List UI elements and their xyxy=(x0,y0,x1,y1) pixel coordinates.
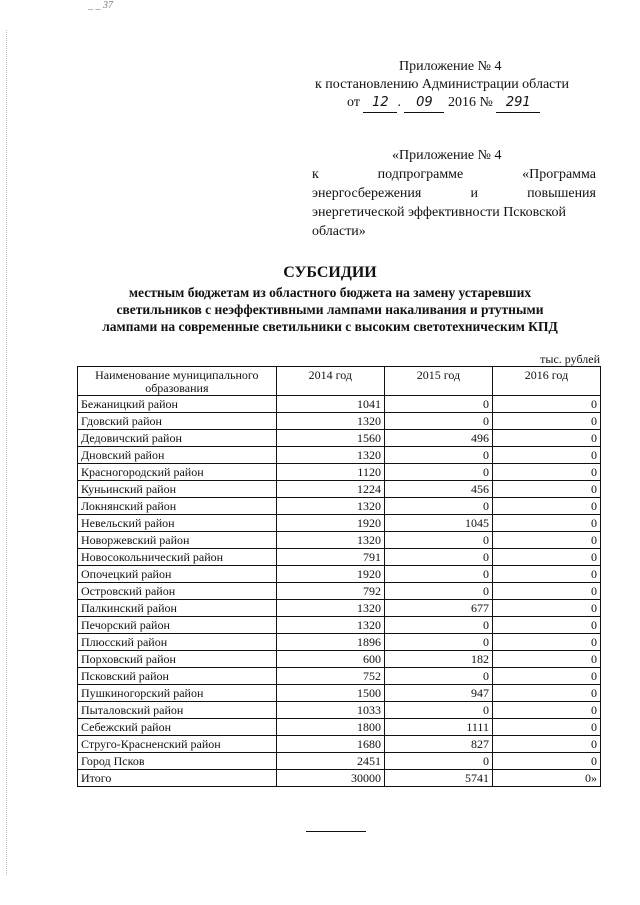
word: повышения xyxy=(527,186,596,201)
cell-name: Бежаницкий район xyxy=(78,396,277,413)
cell-value: 0 xyxy=(384,634,492,651)
cell-value: 791 xyxy=(276,549,384,566)
table-row xyxy=(78,600,601,617)
cell-value: 1500 xyxy=(276,685,384,702)
annex-program-line2 xyxy=(312,165,596,184)
table-row xyxy=(78,447,601,464)
scan-edge-artifact xyxy=(6,30,7,875)
table-row xyxy=(78,719,601,736)
cell-value: 0 xyxy=(492,600,600,617)
cell-value: 0 xyxy=(492,413,600,430)
table-row xyxy=(78,702,601,719)
date-day-handwritten: 12 xyxy=(363,94,397,113)
cell-name: Плюсский район xyxy=(78,634,277,651)
cell-value: 1320 xyxy=(276,617,384,634)
word: энергосбережения xyxy=(312,186,422,201)
cell-value: 1120 xyxy=(276,464,384,481)
cell-name: Локнянский район xyxy=(78,498,277,515)
cell-value: 0 xyxy=(492,753,600,770)
table-row xyxy=(78,464,601,481)
cell-name: Итого xyxy=(78,770,277,787)
cell-value: 0 xyxy=(492,396,600,413)
heading-line2: светильников с неэффективными лампами накаливания и ртутными xyxy=(116,302,544,317)
cell-name: Островский район xyxy=(78,583,277,600)
table-row xyxy=(78,753,601,770)
cell-value: 827 xyxy=(384,736,492,753)
cell-name: Пыталовский район xyxy=(78,702,277,719)
table-body xyxy=(78,396,601,787)
cell-value: 0 xyxy=(384,413,492,430)
table-row xyxy=(78,532,601,549)
cell-name: Струго-Красненский район xyxy=(78,736,277,753)
annex-header-title: Приложение № 4 xyxy=(399,59,502,74)
cell-value: 1320 xyxy=(276,600,384,617)
cell-name: Новосокольнический район xyxy=(78,549,277,566)
cell-value: 0 xyxy=(384,498,492,515)
cell-value: 0 xyxy=(384,532,492,549)
cell-value: 5741 xyxy=(384,770,492,787)
cell-value: 0 xyxy=(384,566,492,583)
cell-value: 0 xyxy=(384,464,492,481)
date-prefix: от xyxy=(347,95,360,110)
cell-value: 0 xyxy=(492,617,600,634)
cell-value: 182 xyxy=(384,651,492,668)
word: подпрограмме xyxy=(377,167,464,182)
subsidies-table xyxy=(77,366,601,787)
cell-value: 0 xyxy=(492,532,600,549)
table-header-row xyxy=(78,367,601,396)
header-2015: 2015 год xyxy=(384,367,492,396)
cell-name: Куньинский район xyxy=(78,481,277,498)
date-separator: . xyxy=(397,95,401,110)
cell-value: 0 xyxy=(384,447,492,464)
table-row xyxy=(78,515,601,532)
cell-value: 0 xyxy=(384,549,492,566)
date-year-text: 2016 № xyxy=(447,95,493,110)
table-row xyxy=(78,498,601,515)
cell-value: 1680 xyxy=(276,736,384,753)
cell-value: 1320 xyxy=(276,413,384,430)
table-row xyxy=(78,736,601,753)
table-row xyxy=(78,583,601,600)
cell-name: Новоржевский район xyxy=(78,532,277,549)
cell-value: 0 xyxy=(384,668,492,685)
cell-value: 0 xyxy=(492,549,600,566)
cell-value: 0 xyxy=(492,515,600,532)
heading-title: СУБСИДИИ xyxy=(283,264,377,281)
table-row xyxy=(78,651,601,668)
cell-value: 0 xyxy=(492,685,600,702)
cell-value: 0 xyxy=(492,668,600,685)
annex-header-line2: к постановлению Администрации области xyxy=(315,77,569,92)
table-row xyxy=(78,617,601,634)
annex-program-line3 xyxy=(312,184,596,203)
table-row xyxy=(78,685,601,702)
cell-value: 0 xyxy=(384,753,492,770)
cell-name: Опочецкий район xyxy=(78,566,277,583)
cell-value: 0 xyxy=(492,736,600,753)
table-row xyxy=(78,396,601,413)
cell-value: 0 xyxy=(384,702,492,719)
cell-name: Псковский район xyxy=(78,668,277,685)
annex-header xyxy=(315,58,595,113)
cell-value: 1800 xyxy=(276,719,384,736)
cell-value: 0 xyxy=(492,498,600,515)
cell-value: 1033 xyxy=(276,702,384,719)
cell-name: Красногородский район xyxy=(78,464,277,481)
cell-value: 0 xyxy=(492,719,600,736)
cell-value: 0 xyxy=(492,702,600,719)
annex-program xyxy=(312,146,596,241)
table-row xyxy=(78,481,601,498)
doc-number-handwritten: 291 xyxy=(496,94,540,113)
cell-value: 0 xyxy=(492,464,600,481)
cell-value: 792 xyxy=(276,583,384,600)
cell-value: 1560 xyxy=(276,430,384,447)
cell-value: 1224 xyxy=(276,481,384,498)
cell-value: 0» xyxy=(492,770,600,787)
date-month-handwritten: 09 xyxy=(404,94,444,113)
table-row xyxy=(78,549,601,566)
cell-value: 1111 xyxy=(384,719,492,736)
cell-value: 0 xyxy=(492,481,600,498)
scan-mark: _ _ 37 xyxy=(88,0,113,11)
cell-name: Дедовичский район xyxy=(78,430,277,447)
table-row xyxy=(78,413,601,430)
cell-value: 947 xyxy=(384,685,492,702)
cell-value: 0 xyxy=(492,583,600,600)
annex-program-line5: области» xyxy=(312,224,366,239)
cell-value: 0 xyxy=(492,566,600,583)
cell-name: Палкинский район xyxy=(78,600,277,617)
units-label: тыс. рублей xyxy=(540,352,600,366)
end-separator-line xyxy=(306,831,366,832)
cell-value: 1896 xyxy=(276,634,384,651)
cell-value: 1920 xyxy=(276,566,384,583)
cell-value: 0 xyxy=(492,634,600,651)
cell-value: 496 xyxy=(384,430,492,447)
cell-value: 1320 xyxy=(276,447,384,464)
cell-value: 600 xyxy=(276,651,384,668)
cell-value: 0 xyxy=(384,583,492,600)
cell-value: 2451 xyxy=(276,753,384,770)
cell-value: 752 xyxy=(276,668,384,685)
table-row xyxy=(78,668,601,685)
cell-value: 30000 xyxy=(276,770,384,787)
cell-value: 0 xyxy=(384,396,492,413)
word: и xyxy=(470,186,478,201)
heading-line1: местным бюджетам из областного бюджета на замену устаревших xyxy=(128,285,532,300)
cell-name: Себежский район xyxy=(78,719,277,736)
annex-header-date-line xyxy=(315,94,595,113)
cell-value: 0 xyxy=(492,430,600,447)
table-row xyxy=(78,770,601,787)
cell-name: Дновский район xyxy=(78,447,277,464)
annex-program-title: «Приложение № 4 xyxy=(392,148,502,163)
cell-name: Порховский район xyxy=(78,651,277,668)
word: «Программа xyxy=(522,167,596,182)
header-name: Наименование муниципального образования xyxy=(78,367,277,396)
document-heading xyxy=(60,262,600,335)
cell-value: 1320 xyxy=(276,498,384,515)
heading-line3: лампами на современные светильники с высоким светотехническим КПД xyxy=(102,319,558,334)
cell-value: 1320 xyxy=(276,532,384,549)
cell-value: 1041 xyxy=(276,396,384,413)
cell-value: 1920 xyxy=(276,515,384,532)
cell-value: 0 xyxy=(492,447,600,464)
table-row xyxy=(78,634,601,651)
cell-name: Невельский район xyxy=(78,515,277,532)
cell-name: Гдовский район xyxy=(78,413,277,430)
annex-program-line4: энергетической эффективности Псковской xyxy=(312,205,566,220)
cell-name: Город Псков xyxy=(78,753,277,770)
word: к xyxy=(312,167,319,182)
cell-value: 456 xyxy=(384,481,492,498)
cell-value: 0 xyxy=(384,617,492,634)
cell-name: Печорский район xyxy=(78,617,277,634)
cell-value: 0 xyxy=(492,651,600,668)
header-2014: 2014 год xyxy=(276,367,384,396)
cell-value: 1045 xyxy=(384,515,492,532)
table-row xyxy=(78,566,601,583)
header-2016: 2016 год xyxy=(492,367,600,396)
cell-value: 677 xyxy=(384,600,492,617)
table-row xyxy=(78,430,601,447)
cell-name: Пушкиногорский район xyxy=(78,685,277,702)
